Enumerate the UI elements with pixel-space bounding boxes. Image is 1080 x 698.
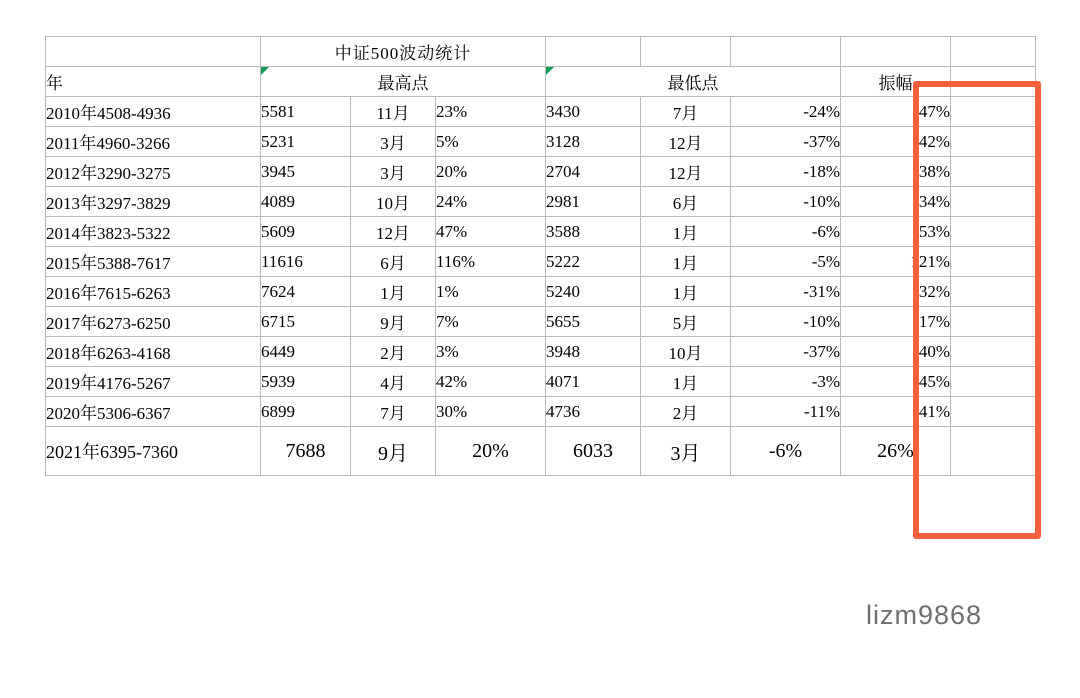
cell-amplitude: 121%: [841, 247, 951, 277]
cell-spacer-right: [951, 157, 1036, 187]
cell-low-month: 12月: [641, 127, 731, 157]
cell-low-value: 2704: [546, 157, 641, 187]
cell-low-month: 1月: [641, 367, 731, 397]
cell-spacer-right: [951, 247, 1036, 277]
cell-amplitude: 17%: [841, 307, 951, 337]
cell-low-pct: -3%: [731, 367, 841, 397]
cell-year: 2010年4508-4936: [46, 97, 261, 127]
cell-amplitude: 41%: [841, 397, 951, 427]
cell-high-month: 2月: [351, 337, 436, 367]
cell-year: 2011年4960-3266: [46, 127, 261, 157]
cell-low-pct: -31%: [731, 277, 841, 307]
table-title-row: [46, 37, 1036, 67]
cell-high-value: 4089: [261, 187, 351, 217]
header-spacer-right: [951, 67, 1036, 97]
header-low-group: [546, 67, 841, 97]
title-spacer-mid: [546, 37, 641, 67]
table-row: [46, 397, 1036, 427]
cell-high-pct: 116%: [436, 247, 546, 277]
table-row: [46, 277, 1036, 307]
cell-high-pct: 5%: [436, 127, 546, 157]
cell-year: 2015年5388-7617: [46, 247, 261, 277]
spreadsheet-area: [45, 36, 1035, 476]
cell-year: 2019年4176-5267: [46, 367, 261, 397]
cell-high-month: 3月: [351, 127, 436, 157]
cell-low-value: 4736: [546, 397, 641, 427]
cell-low-month: 7月: [641, 97, 731, 127]
title-spacer-mid2: [641, 37, 731, 67]
cell-low-pct: -18%: [731, 157, 841, 187]
cell-low-value: 3588: [546, 217, 641, 247]
cell-low-value: 4071: [546, 367, 641, 397]
cell-amplitude: 34%: [841, 187, 951, 217]
cell-year: 2021年6395-7360: [46, 427, 261, 476]
cell-spacer-right: [951, 277, 1036, 307]
cell-year: 2014年3823-5322: [46, 217, 261, 247]
cell-low-value: 5655: [546, 307, 641, 337]
cell-comment-marker-icon: [261, 67, 269, 75]
header-high-label: 最高点: [377, 74, 429, 93]
cell-high-pct: 20%: [436, 427, 546, 476]
cell-amplitude: 47%: [841, 97, 951, 127]
cell-high-pct: 20%: [436, 157, 546, 187]
cell-amplitude: 53%: [841, 217, 951, 247]
cell-spacer-right: [951, 427, 1036, 476]
cell-spacer-right: [951, 307, 1036, 337]
cell-high-value: 6449: [261, 337, 351, 367]
cell-spacer-right: [951, 97, 1036, 127]
cell-spacer-right: [951, 217, 1036, 247]
cell-high-pct: 24%: [436, 187, 546, 217]
cell-amplitude: 38%: [841, 157, 951, 187]
cell-low-month: 1月: [641, 277, 731, 307]
title-spacer-amp: [841, 37, 951, 67]
cell-spacer-right: [951, 397, 1036, 427]
table-row: [46, 157, 1036, 187]
cell-high-month: 6月: [351, 247, 436, 277]
cell-low-month: 1月: [641, 247, 731, 277]
cell-high-value: 5609: [261, 217, 351, 247]
cell-low-value: 3948: [546, 337, 641, 367]
table-row: [46, 247, 1036, 277]
cell-low-pct: -24%: [731, 97, 841, 127]
cell-high-month: 10月: [351, 187, 436, 217]
cell-year: 2012年3290-3275: [46, 157, 261, 187]
cell-low-pct: -11%: [731, 397, 841, 427]
cell-spacer-right: [951, 367, 1036, 397]
cell-spacer-right: [951, 337, 1036, 367]
header-amplitude: 振幅: [841, 67, 951, 97]
title-spacer-mid3: [731, 37, 841, 67]
cell-high-value: 5581: [261, 97, 351, 127]
cell-high-value: 7688: [261, 427, 351, 476]
cell-high-value: 5231: [261, 127, 351, 157]
cell-high-value: 7624: [261, 277, 351, 307]
cell-high-month: 9月: [351, 427, 436, 476]
table-row: [46, 307, 1036, 337]
cell-spacer-right: [951, 127, 1036, 157]
header-high-group: [261, 67, 546, 97]
table-row: [46, 427, 1036, 476]
cell-amplitude: 42%: [841, 127, 951, 157]
page-title: 中证500波动统计: [261, 37, 546, 67]
cell-low-value: 2981: [546, 187, 641, 217]
cell-low-month: 12月: [641, 157, 731, 187]
cell-high-pct: 47%: [436, 217, 546, 247]
cell-high-pct: 42%: [436, 367, 546, 397]
table-header-row: [46, 67, 1036, 97]
title-spacer-left: [46, 37, 261, 67]
table-row: [46, 127, 1036, 157]
cell-high-month: 4月: [351, 367, 436, 397]
cell-low-value: 6033: [546, 427, 641, 476]
cell-year: 2017年6273-6250: [46, 307, 261, 337]
cell-low-value: 3128: [546, 127, 641, 157]
cell-high-value: 5939: [261, 367, 351, 397]
cell-high-month: 9月: [351, 307, 436, 337]
cell-low-pct: -6%: [731, 427, 841, 476]
cell-amplitude: 26%: [841, 427, 951, 476]
cell-amplitude: 40%: [841, 337, 951, 367]
cell-high-month: 3月: [351, 157, 436, 187]
cell-high-value: 11616: [261, 247, 351, 277]
cell-low-value: 3430: [546, 97, 641, 127]
cell-high-pct: 30%: [436, 397, 546, 427]
cell-low-month: 2月: [641, 397, 731, 427]
header-low-label: 最低点: [667, 74, 719, 93]
cell-low-pct: -5%: [731, 247, 841, 277]
cell-low-month: 10月: [641, 337, 731, 367]
cell-low-value: 5222: [546, 247, 641, 277]
cell-comment-marker-icon-2: [546, 67, 554, 75]
cell-amplitude: 32%: [841, 277, 951, 307]
cell-high-month: 12月: [351, 217, 436, 247]
table-row: [46, 187, 1036, 217]
cell-high-value: 6715: [261, 307, 351, 337]
cell-low-pct: -37%: [731, 127, 841, 157]
volatility-stats-table: [45, 36, 1036, 476]
table-row: [46, 217, 1036, 247]
cell-high-month: 1月: [351, 277, 436, 307]
cell-high-month: 7月: [351, 397, 436, 427]
cell-year: 2013年3297-3829: [46, 187, 261, 217]
header-year: 年: [46, 67, 261, 97]
cell-high-pct: 3%: [436, 337, 546, 367]
cell-low-pct: -37%: [731, 337, 841, 367]
cell-low-pct: -10%: [731, 187, 841, 217]
cell-low-month: 1月: [641, 217, 731, 247]
cell-high-pct: 23%: [436, 97, 546, 127]
cell-amplitude: 45%: [841, 367, 951, 397]
cell-high-month: 11月: [351, 97, 436, 127]
table-row: [46, 337, 1036, 367]
cell-low-pct: -10%: [731, 307, 841, 337]
cell-low-month: 6月: [641, 187, 731, 217]
table-row: [46, 97, 1036, 127]
table-row: [46, 367, 1036, 397]
cell-high-value: 3945: [261, 157, 351, 187]
cell-year: 2016年7615-6263: [46, 277, 261, 307]
watermark: lizm9868: [866, 600, 983, 630]
title-spacer-right: [951, 37, 1036, 67]
cell-low-month: 5月: [641, 307, 731, 337]
cell-spacer-right: [951, 187, 1036, 217]
cell-year: 2018年6263-4168: [46, 337, 261, 367]
cell-high-pct: 1%: [436, 277, 546, 307]
cell-high-value: 6899: [261, 397, 351, 427]
cell-year: 2020年5306-6367: [46, 397, 261, 427]
cell-high-pct: 7%: [436, 307, 546, 337]
cell-low-month: 3月: [641, 427, 731, 476]
cell-low-value: 5240: [546, 277, 641, 307]
cell-low-pct: -6%: [731, 217, 841, 247]
